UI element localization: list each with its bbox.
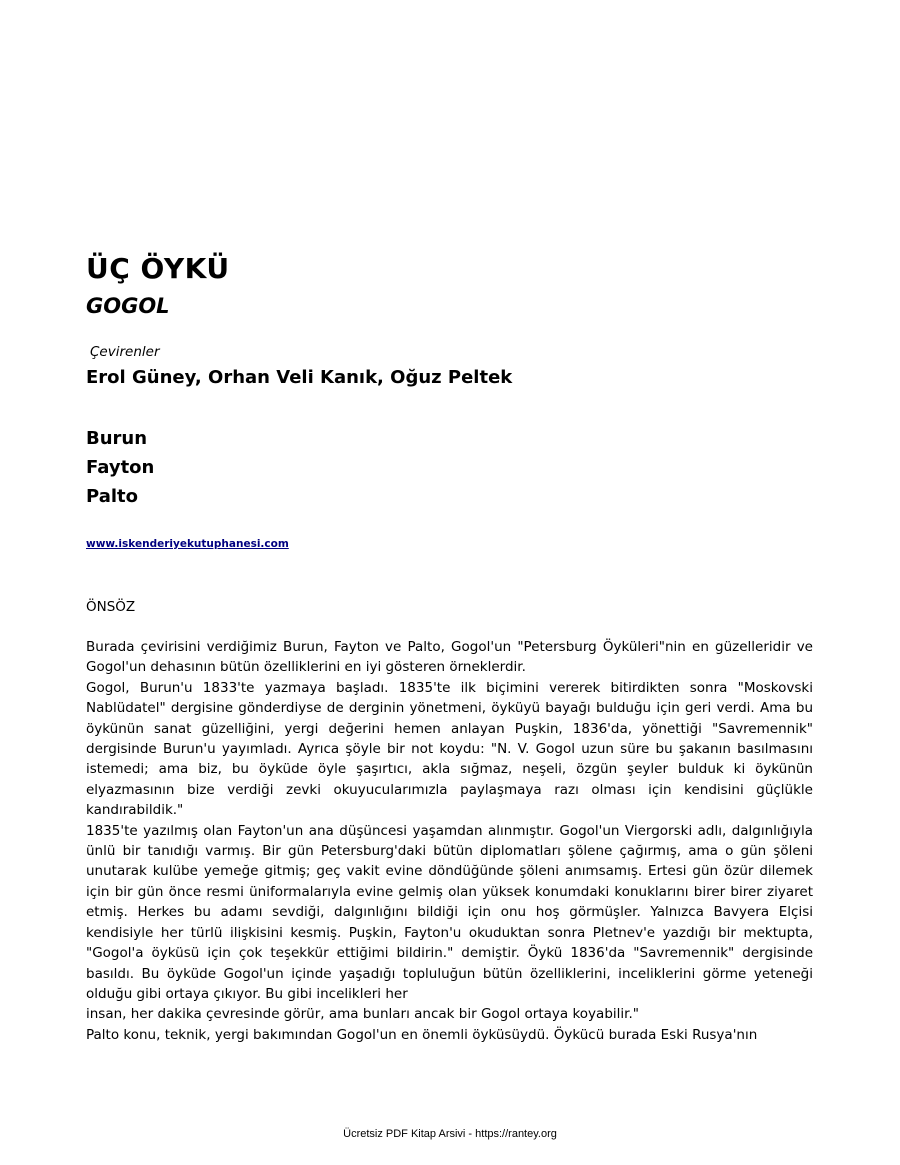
book-author: GOGOL: [86, 294, 170, 318]
translators-label: Çevirenler: [90, 344, 160, 360]
book-title: ÜÇ ÖYKÜ: [86, 252, 230, 285]
translators-names: Erol Güney, Orhan Veli Kanık, Oğuz Peltek: [86, 367, 513, 388]
preface-paragraph-5: Palto konu, teknik, yergi bakımından Gogol'un en önemli öyküsüydü. Öykücü burada Eski Rusya'nın: [86, 1026, 758, 1043]
website-link[interactable]: www.iskenderiyekutuphanesi.com: [86, 538, 289, 550]
preface-paragraph-4: insan, her dakika çevresinde görür, ama bunları ancak bir Gogol ortaya koyabilir.": [86, 1006, 639, 1023]
preface-paragraph-2: Gogol, Burun'u 1833'te yazmaya başladı. 1835'te ilk biçimini vererek bitirdikten sonra "Moskovski Nablüdatel" dergisine gönderdiyse de derginin yönetmeni, öyküyü bayağı bulduğu için geri verdi. Ama bu öykünün sanat güzelliğini, yergi değerini hemen anlayan Puşkin, 1836'da, yönettiği "Savremennik" dergisinde Burun'u yayımladı. Ayrıca şöyle bir not koydu: "N. V. Gogol uzun süre bu şakanın basılmasını istemedi; ama biz, bu öyküde öyle şaşırtıcı, akla sığmaz, neşeli, özgün şeyler bulduk ki öykünün elyazmasının bize verdiği zevki okuyucularımızla paylaşmaya razı olması için kendisini güçlükle kandırabildik.": [86, 679, 813, 819]
story-list: [86, 424, 154, 511]
preface-body: [86, 637, 813, 1045]
story-title-burun: Burun: [86, 428, 148, 449]
story-title-palto: Palto: [86, 486, 138, 507]
preface-paragraph-3: 1835'te yazılmış olan Fayton'un ana düşüncesi yaşamdan alınmıştır. Gogol'un Viergorski adlı, dalgınlığıyla ünlü bir tanıdığı varmış. Bir gün Petersburg'daki bütün diplomatları şölene çağırmış, ama o gün şöleni unutarak kulübe yemeğe gitmiş; geç vakit evine döndüğünde şöleni anımsamış. Ertesi gün özür dilemek için bir gün önce resmi üniformalarıyla evine gelmiş olan yüksek konumdaki konuklarını birer birer ziyaret etmiş. Herkes bu adamı sevdiği, dalgınlığını bildiği için onu hoş görmüşler. Yalnızca Bavyera Elçisi kendisiyle her türlü ilişkisini kesmiş. Puşkin, Fayton'u okuduktan sonra Pletnev'e yazdığı bir mektupta, "Gogol'a öyküsü için çok teşekkür ettiğimi bildirin." demiştir. Öykü 1836'da "Savremennik" dergisinde basıldı. Bu öyküde Gogol'un içinde yaşadığı topluluğun bütün özelliklerini, inceliklerini görme yeteneği olduğu gibi ortaya çıkıyor. Bu gibi incelikleri her: [86, 822, 813, 1002]
page-footer: Ücretsiz PDF Kitap Arsivi - https://rantey.org: [343, 1128, 557, 1140]
story-title-fayton: Fayton: [86, 457, 155, 478]
preface-paragraph-1: Burada çevirisini verdiğimiz Burun, Fayton ve Palto, Gogol'un "Petersburg Öyküleri"nin en güzelleridir ve Gogol'un dehasının bütün özelliklerini en iyi gösteren örneklerdir.: [86, 639, 813, 676]
preface-heading: ÖNSÖZ: [86, 599, 136, 615]
